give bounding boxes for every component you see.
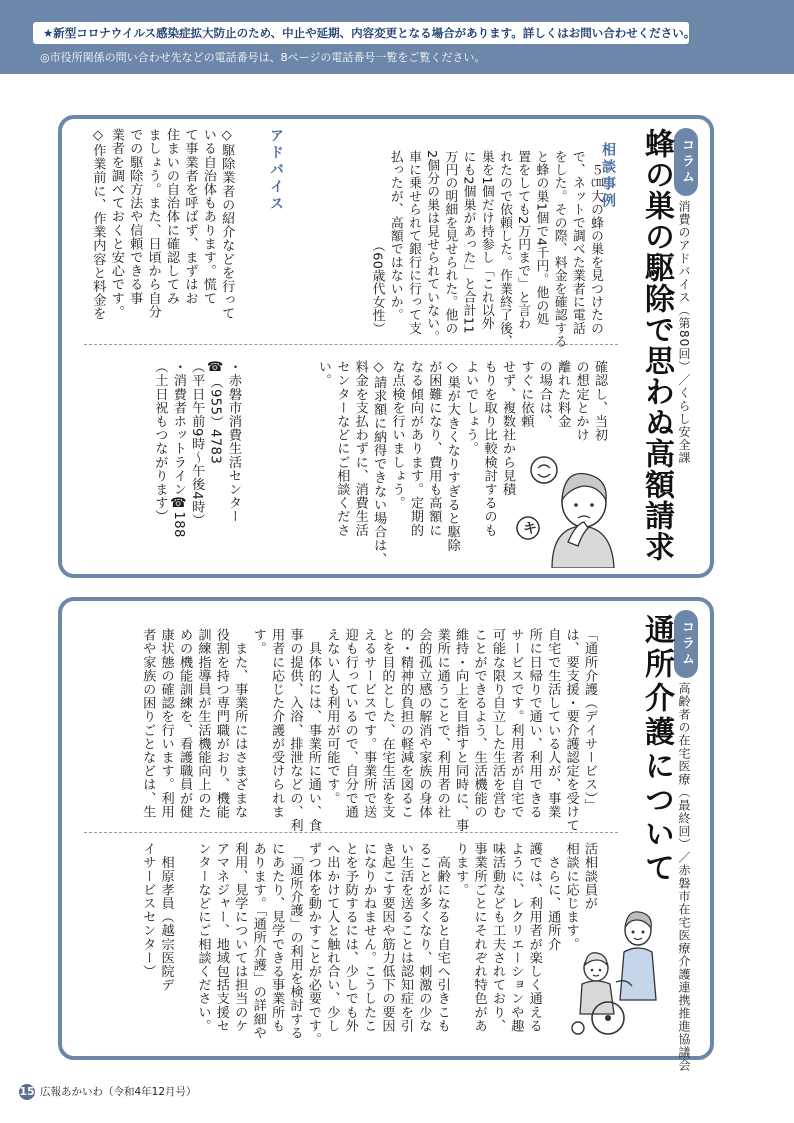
advice-line: ましょう。また、日頃から自分 (145, 128, 161, 319)
body-line: い生活を送ることは認知症を引 (397, 842, 413, 1033)
advice-line: すぐに依頼 (518, 360, 534, 428)
body-line: 味活動なども工夫されており、 (489, 842, 505, 1033)
body-line: 会的孤立感の解消や家族の身体 (416, 628, 432, 819)
body-line: サービスです。利用者が自宅で (508, 628, 524, 819)
advice-line: での駆除方法や信頼できる事 (127, 128, 143, 305)
advice-line: の想定とかけ (573, 360, 589, 442)
body-line: へ出かけて人と触れ合い、少し (324, 842, 340, 1033)
body-line: 康状態の確認を行います。利用 (158, 628, 174, 819)
body-line: 事の提供、入浴、排泄などの、利 (287, 628, 303, 832)
body-line: 利用、見学については担当のケ (232, 842, 248, 1033)
body-line: えない人も利用が可能です。 (324, 628, 340, 805)
body-line: 訓練指導員が生活機能向上のた (195, 628, 211, 819)
author-line: 相原孝員（越宗医院デ (158, 842, 174, 992)
section-divider (84, 832, 618, 833)
day-service-text (138, 628, 598, 832)
body-line: ように、レクリエーションや趣 (508, 842, 524, 1033)
case-line: ５㎝大の蜂の巣を見つけたの (588, 150, 603, 335)
contact-line: （平日午前9時～午後4時） (189, 360, 205, 528)
body-line: 高齢になると自宅へ引きこも (434, 842, 450, 1033)
case-text (367, 150, 604, 348)
body-line: にあたり、見学できる事業所も (269, 842, 285, 1033)
advice-line: もりを取り比較検討するのも (481, 360, 497, 537)
body-line: 「通所介護」の利用を検討する (287, 842, 303, 1040)
svg-text:キ: キ (523, 521, 537, 537)
case-heading: 相談事例 (600, 142, 616, 210)
advice-line: な点検を行いましょう。 (389, 360, 405, 510)
section-divider (84, 344, 618, 345)
advice-line: 料金を支払わずに、消費生活 (352, 360, 368, 537)
body-line: き起こす要因や筋力低下の要因 (379, 842, 395, 1033)
body-line: になりかねません。こうしたこ (361, 842, 377, 1033)
advice-heading: アドバイス (268, 128, 284, 213)
advice-line: い。 (315, 360, 331, 388)
contact-line: ☎（955）4783 (207, 360, 223, 465)
advice-line: の場合は、 (536, 360, 552, 428)
advice-line: 住まいの自治体に確認してみ (164, 128, 180, 305)
advice-line: ◇駆除業者の紹介などを行って (219, 128, 235, 321)
day-service-text-lower (138, 842, 598, 1047)
body-line: 自宅で生活している人が、事業 (545, 628, 561, 819)
case-line: れたので依頼した。作業終了後、 (496, 150, 512, 348)
body-line: 者や家族の困りごとなどは、生 (140, 628, 156, 819)
body-line: ることが多くなり、刺激の少な (416, 842, 432, 1033)
advice-line: ◇作業前に、作業内容と料金を (90, 128, 106, 321)
advice-line: センターなどにご相談くださ (334, 360, 350, 537)
body-line: 可能な限り自立した生活を営む (489, 628, 505, 819)
caregiver-wheelchair-illustration (568, 910, 664, 1036)
case-line: 2個分の巣は見せられていない。 (424, 150, 440, 344)
body-line: 役割を持つ専門職がおり、機能 (213, 628, 229, 819)
advice-line: て事業者を呼ばず、まずはお (182, 128, 198, 305)
body-line: 的・精神的負担の軽減を図るこ (397, 628, 413, 819)
column-badge: コラム (674, 128, 698, 196)
advice-line: が困難になり、費用も高額に (426, 360, 442, 537)
body-line: 護では、利用者が楽しく通える (526, 842, 542, 1033)
body-line: あります。「通所介護」の詳細や (250, 842, 266, 1040)
column-series: 高齢者の在宅医療（最終回）／赤磐市在宅医療介護連携推進協議会 (677, 682, 691, 1072)
advice-text (88, 128, 235, 338)
body-line: 業所に通うことで、利用者の社 (434, 628, 450, 819)
body-line: 維持・向上を目指すと同時に、事 (453, 628, 469, 832)
body-line: 事業所ごとにそれぞれ特色があ (471, 842, 487, 1033)
body-line: ンターなどにご相談ください。 (195, 842, 211, 1033)
header-bar (0, 0, 794, 74)
body-line: ことができるよう、生活機能の (471, 628, 487, 819)
advice-line: せず、複数社から見積 (499, 360, 515, 496)
publication-name: 広報あかいわ（令和4年12月号） (40, 1086, 197, 1098)
contact-info (150, 360, 242, 570)
covid-notice: ★新型コロナウイルス感染症拡大防止のため、中止や延期、内容変更となる場合があります。詳しくはお問い合わせください。 (33, 22, 689, 44)
case-line: にも2個巣があった」と合計11 (460, 150, 476, 335)
case-line: 払ったが、高額ではないか。 (387, 150, 403, 322)
page-number: 15 (19, 1085, 35, 1098)
case-line: 万円の明細を見せられた。他の (442, 150, 458, 335)
body-line: 所に日帰りで通い、利用できる (526, 628, 542, 819)
body-line: ずつ体を動かすことが必要です。 (305, 842, 321, 1046)
body-line: 迎も行っているので、自分で通 (342, 628, 358, 819)
advice-line: 業者を調べておくと安心です。 (108, 128, 124, 319)
contact-line: ・赤磐市消費生活センター (226, 360, 242, 524)
case-line: と蜂の巣1個で4千円。他の処 (533, 150, 549, 326)
advice-line: いる自治体もあります。慌て (200, 128, 216, 305)
column-series: 消費のアドバイス（第80回）／くらし安全課 (677, 200, 691, 465)
body-line: また、事業所にはさまざまな (232, 628, 248, 819)
body-line: 「通所介護（デイサービス）」 (582, 628, 597, 812)
body-line: アマネジャー、地域包括支援セ (213, 842, 229, 1033)
contact-line: （土日祝もつながります） (152, 360, 168, 524)
case-line: 置をしても2万円まで」と言わ (515, 150, 531, 331)
case-line: をした。その際、料金を確認する (551, 150, 567, 348)
body-line: ります。 (453, 842, 469, 897)
advice-line: 離れた料金 (555, 360, 571, 428)
body-line: 用者に応じた介護が受けられま (269, 628, 285, 819)
body-line: とを予防するには、少しでも外 (342, 842, 358, 1033)
advice-line: ◇巣が大きくなりすぎると駆除 (444, 360, 460, 553)
worried-woman-illustration (512, 450, 624, 568)
advice-line: よいでしょう。 (463, 360, 479, 456)
advice-line: ◇請求額に納得できない場合は、 (371, 360, 387, 566)
body-line: 活相談員が (582, 842, 597, 910)
body-line: す。 (250, 628, 266, 656)
contact-line: ・消費者ホットライン☎188 (170, 360, 186, 538)
column-title: 蜂の巣の駆除で思わぬ高額請求 (639, 128, 674, 562)
body-line: 相談に応じます。 (563, 842, 579, 951)
case-line: で、ネットで調べた業者に電話 (569, 150, 585, 335)
phone-note: ◎市役所関係の問い合わせ先などの電話番号は、8ページの電話番号一覧をご覧ください。 (40, 51, 486, 64)
case-line: 巣を1個だけ持参し「これ以外 (478, 150, 494, 331)
case-line: 車に乗せられて銀行に行って支 (405, 150, 421, 335)
body-line: めの機能訓練を、看護職員が健 (177, 628, 193, 819)
column-title: 通所介護について (639, 614, 674, 886)
body-line: えるサービスです。事業所で送 (361, 628, 377, 819)
advice-line: なる傾向があります。定期的 (407, 360, 423, 537)
body-line: さらに、通所介 (545, 842, 561, 951)
column-badge: コラム (674, 610, 698, 678)
advice-line: 確認し、当初 (592, 360, 607, 442)
case-line: （60歳代女性） (369, 238, 385, 335)
body-line: とを目的とした、在宅生活を支 (379, 628, 395, 819)
body-line: は、要支援・要介護認定を受けて (563, 628, 579, 832)
author-line: イサービスセンター） (140, 842, 156, 978)
body-line: 具体的には、事業所に通い、食 (305, 628, 321, 832)
